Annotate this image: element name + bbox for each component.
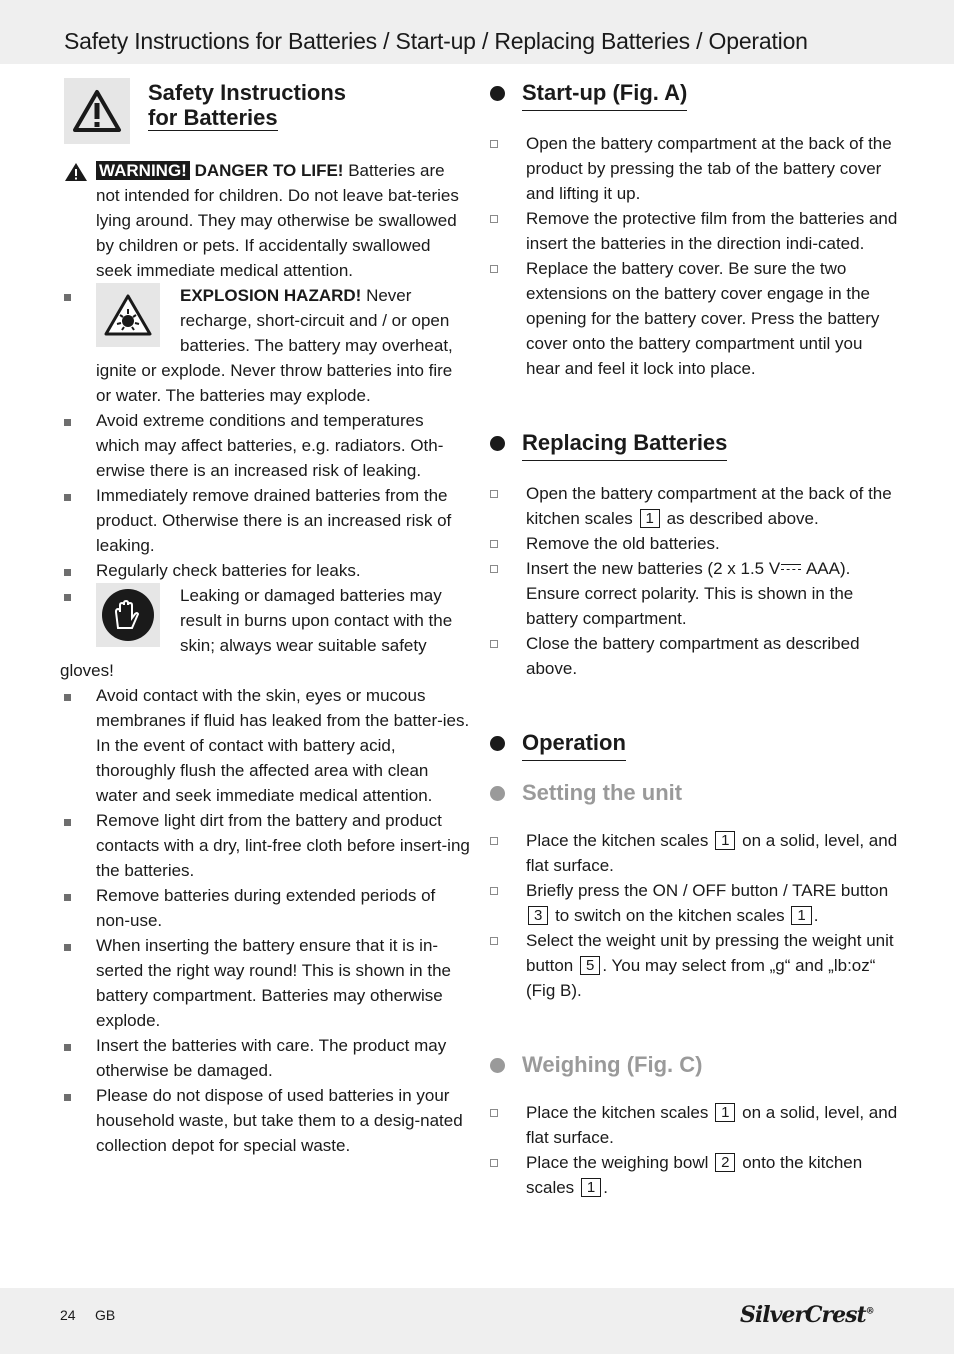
list-item-text: Place the kitchen scales [526,1103,714,1122]
checkbox-bullet-icon [490,265,498,273]
list-item [490,256,900,381]
list-item [60,583,470,683]
list-item-text: to switch on the kitchen scales [550,906,790,925]
startup-heading [490,78,900,111]
checkbox-bullet-icon [490,1109,498,1117]
list-item-text: . [603,1178,608,1197]
list-item [490,206,900,256]
operation-column [490,78,900,1200]
weighing-list [490,1100,900,1200]
setting-unit-title: Setting the unit [522,780,683,805]
list-item-text: on a solid, level, and flat surface. [526,1103,898,1147]
dc-symbol-icon [780,562,802,574]
ref-number: 1 [791,906,811,925]
list-item-text: Avoid extreme conditions and temperatures which may affect batteries, e.g. radiators. Oth-erwise there is an increased risk of leaking. [96,411,444,480]
bullet-square [64,894,71,901]
list-item [490,481,900,531]
list-item-text: Avoid contact with the skin, eyes or mucous membranes if fluid has leaked from the batter-ies. In the event of contact with battery acid, thoroughly flush the affected area with clean water and seek immediate medical attention. [96,686,470,805]
gloves-text-continued: gloves! [60,661,114,680]
list-item-text: Immediately remove drained batteries from the product. Otherwise there is an increased risk of leaking. [96,486,452,555]
replacing-list [490,481,900,681]
list-item [490,928,900,1003]
operation-title: Operation [522,728,626,761]
list-item-text: . You may select from „g“ and „lb:oz“ (Fig B). [526,956,876,1000]
list-item [490,131,900,206]
list-item-text: Open the battery compartment at the back of the kitchen scales [526,484,892,528]
list-item [60,408,470,483]
checkbox-bullet-icon [490,140,498,148]
list-item [490,1150,900,1200]
explosion-text: Never recharge, short-circuit and / or open batteries. The battery may overheat, [180,286,453,355]
bullet-square [64,1044,71,1051]
operation-heading [490,728,900,761]
bullet-dot-icon [490,436,505,451]
warning-triangle-icon [64,78,130,144]
safety-section-title [148,80,346,131]
explosion-hazard-icon [96,283,160,347]
list-item [60,808,470,883]
replacing-heading [490,428,900,461]
list-item [60,483,470,558]
bullet-square [64,594,71,601]
checkbox-bullet-icon [490,937,498,945]
checkbox-bullet-icon [490,837,498,845]
bullet-dot-icon [490,736,505,751]
checkbox-bullet-icon [490,565,498,573]
list-item-text: on a solid, level, and flat surface. [526,831,898,875]
list-item [60,283,470,408]
checkbox-bullet-icon [490,540,498,548]
safety-title-line-1: Safety Instructions [148,80,347,105]
bullet-square [64,494,71,501]
list-item-text: Select the weight unit by pressing the weight unit button [526,931,894,975]
ref-number: 1 [640,509,660,528]
danger-label: DANGER TO LIFE! [194,161,344,180]
list-item [490,1100,900,1150]
list-item [60,1033,470,1083]
list-item-text: When inserting the battery ensure that it is in-serted the right way round! This is shown in the battery compartment. Batteries may otherwise explode. [96,936,451,1030]
setting-unit-heading [490,778,900,808]
list-item [60,683,470,808]
list-item [60,883,470,933]
bullet-square [64,694,71,701]
list-item-text: as described above. [661,509,819,528]
bullet-square [64,944,71,951]
brand-logo [740,1302,874,1328]
small-warning-icon [64,162,88,189]
ref-number: 3 [528,906,548,925]
bullet-square [64,1094,71,1101]
list-item-text: Please do not dispose of used batteries in your household waste, but take them to a desig-nated collection depot for special waste. [96,1086,463,1155]
list-item [490,556,900,631]
checkbox-bullet-icon [490,490,498,498]
startup-list [490,131,900,381]
ref-number: 1 [581,1178,601,1197]
checkbox-bullet-icon [490,640,498,648]
list-item-text: Remove batteries during extended periods of non-use. [96,886,436,930]
list-item-text: Remove light dirt from the battery and product contacts with a dry, lint-free cloth before insert-ing the batteries. [96,811,470,880]
list-item [60,558,470,583]
gloves-text: Leaking or damaged batteries may result in burns upon contact with the skin; always wear suitable safety [180,586,453,655]
page-header-title: Safety Instructions for Batteries / Start-up / Replacing Batteries / Operation [64,28,808,54]
safety-gloves-icon [96,583,160,647]
bullet-dot-icon [490,86,505,101]
explosion-text-continued: ignite or explode. Never throw batteries into fire or water. The batteries may explode. [96,361,453,405]
bullet-square [64,294,71,301]
checkbox-bullet-icon [490,1159,498,1167]
startup-title: Start-up (Fig. A) [522,78,687,111]
bullet-dot-icon [490,1058,505,1073]
weighing-title: Weighing (Fig. C) [522,1052,703,1077]
list-item-text: Regularly check batteries for leaks. [96,561,361,580]
ref-number: 1 [715,831,735,850]
list-item-text: Open the battery compartment at the back of the product by pressing the tab of the battery cover and lifting it up. [526,134,892,203]
list-item [490,631,900,681]
list-item-text: Remove the old batteries. [526,534,720,553]
list-item [490,828,900,878]
list-item-text: Briefly press the ON / OFF button / TARE button [526,881,889,900]
registered-mark: ® [865,1306,874,1317]
list-item-text: AAA). Ensure correct polarity. This is shown in the battery compartment. [526,559,854,628]
page-number: 24 [60,1307,76,1323]
safety-heading-block [60,78,470,158]
bullet-square [64,569,71,576]
safety-column [60,78,470,1158]
list-item [60,1083,470,1158]
warning-badge: WARNING! [96,161,190,180]
brand-name: SilverCrest [740,1302,866,1328]
list-item-text: Insert the new batteries (2 x 1.5 V [526,559,781,578]
ref-number: 1 [715,1103,735,1122]
danger-warning-paragraph [60,158,470,283]
replacing-title: Replacing Batteries [522,428,727,461]
bullet-square [64,819,71,826]
explosion-label: EXPLOSION HAZARD! [180,286,362,305]
safety-title-line-2: for Batteries [148,105,278,130]
list-item [490,878,900,928]
setting-unit-list [490,828,900,1003]
list-item-text: onto the kitchen scales [526,1153,863,1197]
ref-number: 2 [715,1153,735,1172]
weighing-heading [490,1050,900,1080]
list-item [490,531,900,556]
checkbox-bullet-icon [490,887,498,895]
checkbox-bullet-icon [490,215,498,223]
list-item-text: Place the kitchen scales [526,831,714,850]
danger-text: Batteries are not intended for children. Do not leave bat-teries lying around. They may otherwise be swallowed by children or pets. If accidentally swallowed seek immediate medical attention. [96,161,459,280]
bullet-dot-icon [490,786,505,801]
list-item-text: Insert the batteries with care. The product may otherwise be damaged. [96,1036,447,1080]
list-item-text: . [813,906,819,925]
ref-number: 5 [580,956,600,975]
language-code: GB [95,1307,116,1323]
list-item [60,933,470,1033]
list-item-text: Remove the protective film from the batteries and insert the batteries in the direction indi-cated. [526,209,898,253]
bullet-square [64,419,71,426]
list-item-text: Replace the battery cover. Be sure the two extensions on the battery cover engage in the opening for the battery cover. Press the battery cover onto the battery compartment until you hear and feel it lock into place. [526,259,880,378]
safety-list [60,283,470,1158]
list-item-text: Place the weighing bowl [526,1153,714,1172]
list-item-text: Close the battery compartment as described above. [526,634,860,678]
